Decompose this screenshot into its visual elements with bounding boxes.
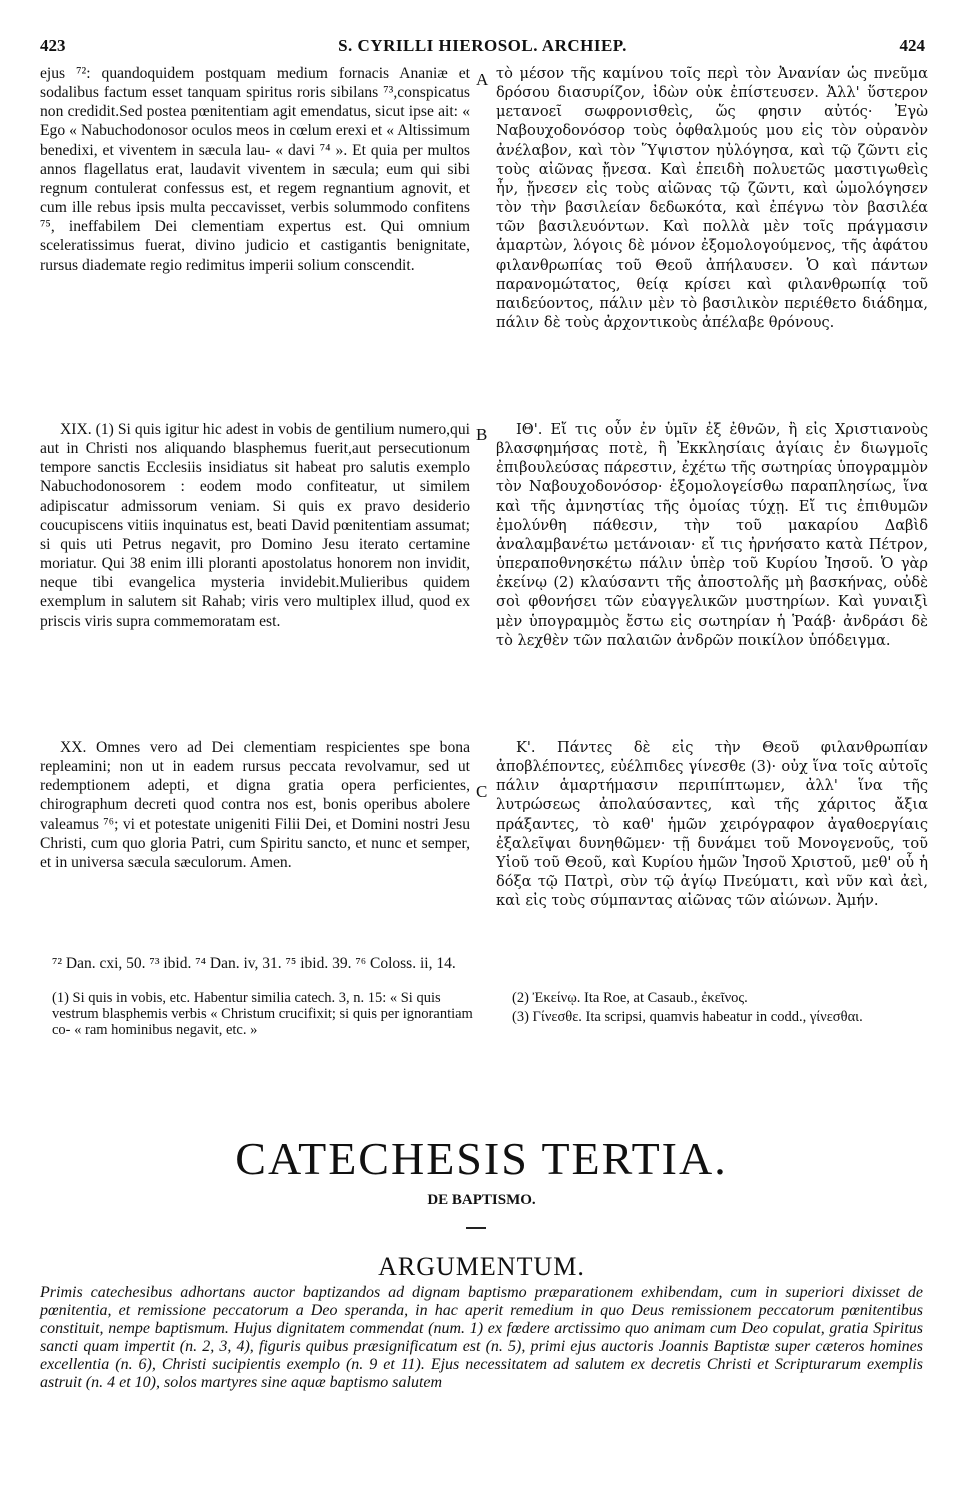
footnote-3: (3) Γίνεσθε. Ita scripsi, quamvis habeatur in codd., γίνεσθαι. <box>512 1009 863 1025</box>
footnotes-right <box>512 990 922 1025</box>
greek-column-part1 <box>496 64 928 332</box>
page-number-right: 424 <box>899 36 925 55</box>
page-number-left: 423 <box>40 36 66 55</box>
greek-paragraph-xix: ΙΘ'. Εἴ τις οὖν ἐν ὑμῖν ἐξ ἐθνῶν, ἢ εἰς Χριστιανοὺς βλασφημήσας ποτὲ, ἢ Ἐκκλησίαις ἁγίαις ἐν διωγμοῖς ἐπιβουλεύσας πάρεστιν, ἐχέτω τῆς σωτηρίας ὑπογραμμὸν τὸν Ναβουχοδονόσορ· ἐξομολογείσθω παραπλησίως, ἵνα καὶ τῆς ἀμνηστίας τῆς ὁμοίας τύχῃ. Εἴ τις ἐπιθυμῶν ἐμολύνθη πάθεσιν, τὴν τοῦ μακαρίου Δαβὶδ ἀναλαμβανέτω μετάνοιαν· εἴ τις ἠρνήσατο κατὰ Πέτρον, ὑπεραποθνησκέτω πάλιν ὑπὲρ τοῦ Κυρίου Ἰησοῦ. Ὁ γὰρ ἐκείνῳ (2) κλαύσαντι τῆς ἀποστολῆς μὴ βασκήνας, οὐδὲ σοὶ φθονήσει τῶν εὐαγγελικῶν μυστηρίων. Καὶ γυναιξὶ μὲν ὑπογραμμὸς ἔστω εἰς σωτηρίαν ἡ Ῥαάβ· ἀνδράσι δὲ τὸ λεχθὲν τῶν παλαιῶν ἀνδρῶν ποικίλον ὑπόδειγμα. <box>496 421 928 649</box>
latin-paragraph-xx: XX. Omnes vero ad Dei clementiam respicientes spe bona repleamini; non ut in eadem rursus peccata revolvamur, sed ut redemptionem adepti, et digna gratia opera perficientes, chirographum decreti quod contra nos est, bonis operibus abolere valeamus ⁷⁶; vi et potestate unigeniti Filii Dei, et Domini nostri Jesu Christi, cum quo gloria Patri, cum Spiritu sancto, et nunc et semper, et in universa sæcula sæculorum. Amen. <box>40 739 470 871</box>
latin-column-part1 <box>40 64 470 275</box>
latin-column-part3 <box>40 738 470 872</box>
greek-paragraph: τὸ μέσον τῆς καμίνου τοῖς περὶ τὸν Ἀνανίαν ὡς πνεῦμα δρόσου διασυρίζον, ἰδὼν οὐκ ἐπίστευσεν. Ἀλλ' ὕστερον μετανοεῖ σωφρονισθεὶς, ὥς φησιν αὐτός· Ἐγὼ Ναβουχοδονόσορ τοὺς ὀφθαλμούς μου εἰς τὸν οὐρανὸν ἀνέλαβον, καὶ τὸν Ὕψιστον ηὐλόγησα, καὶ τῷ ζῶντι εἰς τοὺς αἰῶνας ᾔνεσα. Καὶ ἐπειδὴ πολυετῶς μαστιγωθεὶς ἦν, ᾔνεσεν εἰς τοὺς αἰῶνας τῷ ζῶντι, καὶ ὡμολόγησεν τὸν τὴν βασιλείαν δεδωκότα, καὶ ἐπέγνω τὸν βασιλέα τῶν βασιλευόντων. Καὶ πολλὰ μὲν τοῖς πράγμασιν ἁμαρτὼν, λόγοις δὲ μόνον ἐξομολογούμενος, τῆς ἀφάτου φιλανθρωπίας τοῦ Θεοῦ ἀπήλαυσεν. Ὁ καὶ πάντων παρανομώτατος, θείᾳ κρίσει καὶ φιλανθρωπίᾳ τοῦ παιδεύοντος, πάλιν μὲν τὸ βασιλικὸν περιέθετο διάδημα, πάλιν δὲ τοὺς ἀρχοντικοὺς ἀπέλαβε θρόνους. <box>496 65 928 332</box>
running-header <box>40 36 925 60</box>
footnote-2: (2) Ἐκείνῳ. Ita Roe, at Casaub., ἐκεῖνος. <box>512 990 748 1006</box>
margin-letter-c: C <box>476 782 488 801</box>
greek-paragraph-xx: Κ'. Πάντες δὲ εἰς τὴν Θεοῦ φιλανθρωπίαν ἀποβλέποντες, εὐέλπιδες γίνεσθε (3)· οὐχ ἵνα τοῖς αὐτοῖς πάλιν ἁμαρτήμασιν περιπίπτωμεν, ἀλλ' ἵνα τῆς λυτρώσεως ἀπολαύσαντες, καὶ τῆς χάριτος ἄξια πράξαντες, τὸ καθ' ἡμῶν χειρόγραφον ἀγαθοεργίαις ἐξαλεῖψαι δυνηθῶμεν· τῇ δυνάμει τοῦ Μονογενοῦς, τοῦ Υἱοῦ τοῦ Θεοῦ, καὶ Κυρίου ἡμῶν Ἰησοῦ Χριστοῦ, μεθ' οὗ ἡ δόξα τῷ Πατρὶ, σὺν τῷ ἁγίῳ Πνεύματι, καὶ νῦν καὶ ἀεὶ, καὶ εἰς τοὺς σύμπαντας αἰῶνας τῶν αἰώνων. Ἀμήν. <box>496 739 928 910</box>
margin-letter-a: A <box>476 70 489 89</box>
argument-text: Primis catechesibus adhortans auctor baptizandos ad dignam baptismo præparationem exhibendam, cum in superiori dixisset de pœnitentia, et remissione peccatorum a Deo speranda, in hac aperit remedium in quo Deus remissionem peccatorum pœnitentibus constituit, nempe baptismum. Hujus dignitatem commendat (num. 1) ex fœdere arctissimo quo animam cum Deo copulat, gratia Spiritus sancti quam impertit (n. 2, 3, 4), figuris quibus præsignificatum est (n. 5), primi ejus auctoris Joannis Baptistæ super cæteros homines excellentia (n. 6), Christi sucipientis exemplo (n. 9 et 11). Ejus necessitatem ad salutem ex decretis Christi et Scripturarum exemplis astruit (n. 4 et 10), solos martyres sine aquæ baptismo salutem <box>40 1284 923 1391</box>
greek-column-part2 <box>496 420 928 650</box>
margin-letter-b: B <box>476 425 488 444</box>
greek-column-part3 <box>496 738 928 910</box>
running-title: S. CYRILLI HIEROSOL. ARCHIEP. <box>338 36 627 55</box>
argument-heading: ARGUMENTUM. <box>378 1252 585 1281</box>
section-subtitle: DE BAPTISMO. <box>427 1192 536 1208</box>
divider <box>466 1227 486 1229</box>
scripture-references: ⁷² Dan. cxi, 50. ⁷³ ibid. ⁷⁴ Dan. iv, 31. ⁷⁵ ibid. 39. ⁷⁶ Coloss. ii, 14. <box>52 955 456 972</box>
latin-column-part2 <box>40 420 470 631</box>
latin-paragraph-xix: XIX. (1) Si quis igitur hic adest in vobis de gentilium numero,qui aut in Christi nos aliquando blasphemus fuerit,aut persecutionum tempore sanctis Ecclesiis insidiatus sit habeat pro salutis exemplo Nabuchodonosorem : eodem modo confiteatur, ut similem adipiscatur admissorum veniam. Si quis ex pravo desiderio coucupiscens vitiis inquinatus est, beati David pœnitentiam assumat; si quis uti Petrus negavit, pro Domino Jesu iterato certamine moriatur. Qui 38 enim illi ploranti apostolatus honorem non invidit, neque tibi evangelica mysteria invidebit.Mulieribus quidem exemplum in salutem sit Rahab; viris vero multiplex illud, quod ex priscis viris supra commemoratam est. <box>40 421 470 630</box>
latin-paragraph: ejus ⁷²: quandoquidem postquam medium fornacis Ananiæ et sodalibus factum esset tanquam spiritus roris sibilans ⁷³,conspicatus non credidit.Sed postea pœnitentiam agit emendatus, sicut ipse ait: « Ego « Nabuchodonosor oculos meos in cœlum erexi et « Altissimum benedixi, et viventem in sæcula lau- « davi ⁷⁴ ». Et quia per multos annos flagellatus erat, laudavit viventem in sæcula; eum qui sibi regnum contulerat confessus est, et regem regnantium agnovit, et cum ille rebus ipsis multa peccavisset, verbis solummodo confitens ⁷⁵, ineffabilem Dei clementiam expertus est. Qui omnium sceleratissimus fuerat, divino judicio et castigantis benignitate, rursus diademate regio redimitus imperii solium conscendit. <box>40 65 470 274</box>
section-title: CATECHESIS TERTIA. <box>235 1133 728 1184</box>
footnote-left: (1) Si quis in vobis, etc. Habentur similia catech. 3, n. 15: « Si quis vestrum blasphemis verbis « Christum crucifixit; si quis per ignorantiam co- « ram hominibus negavit, etc. » <box>52 990 473 1038</box>
